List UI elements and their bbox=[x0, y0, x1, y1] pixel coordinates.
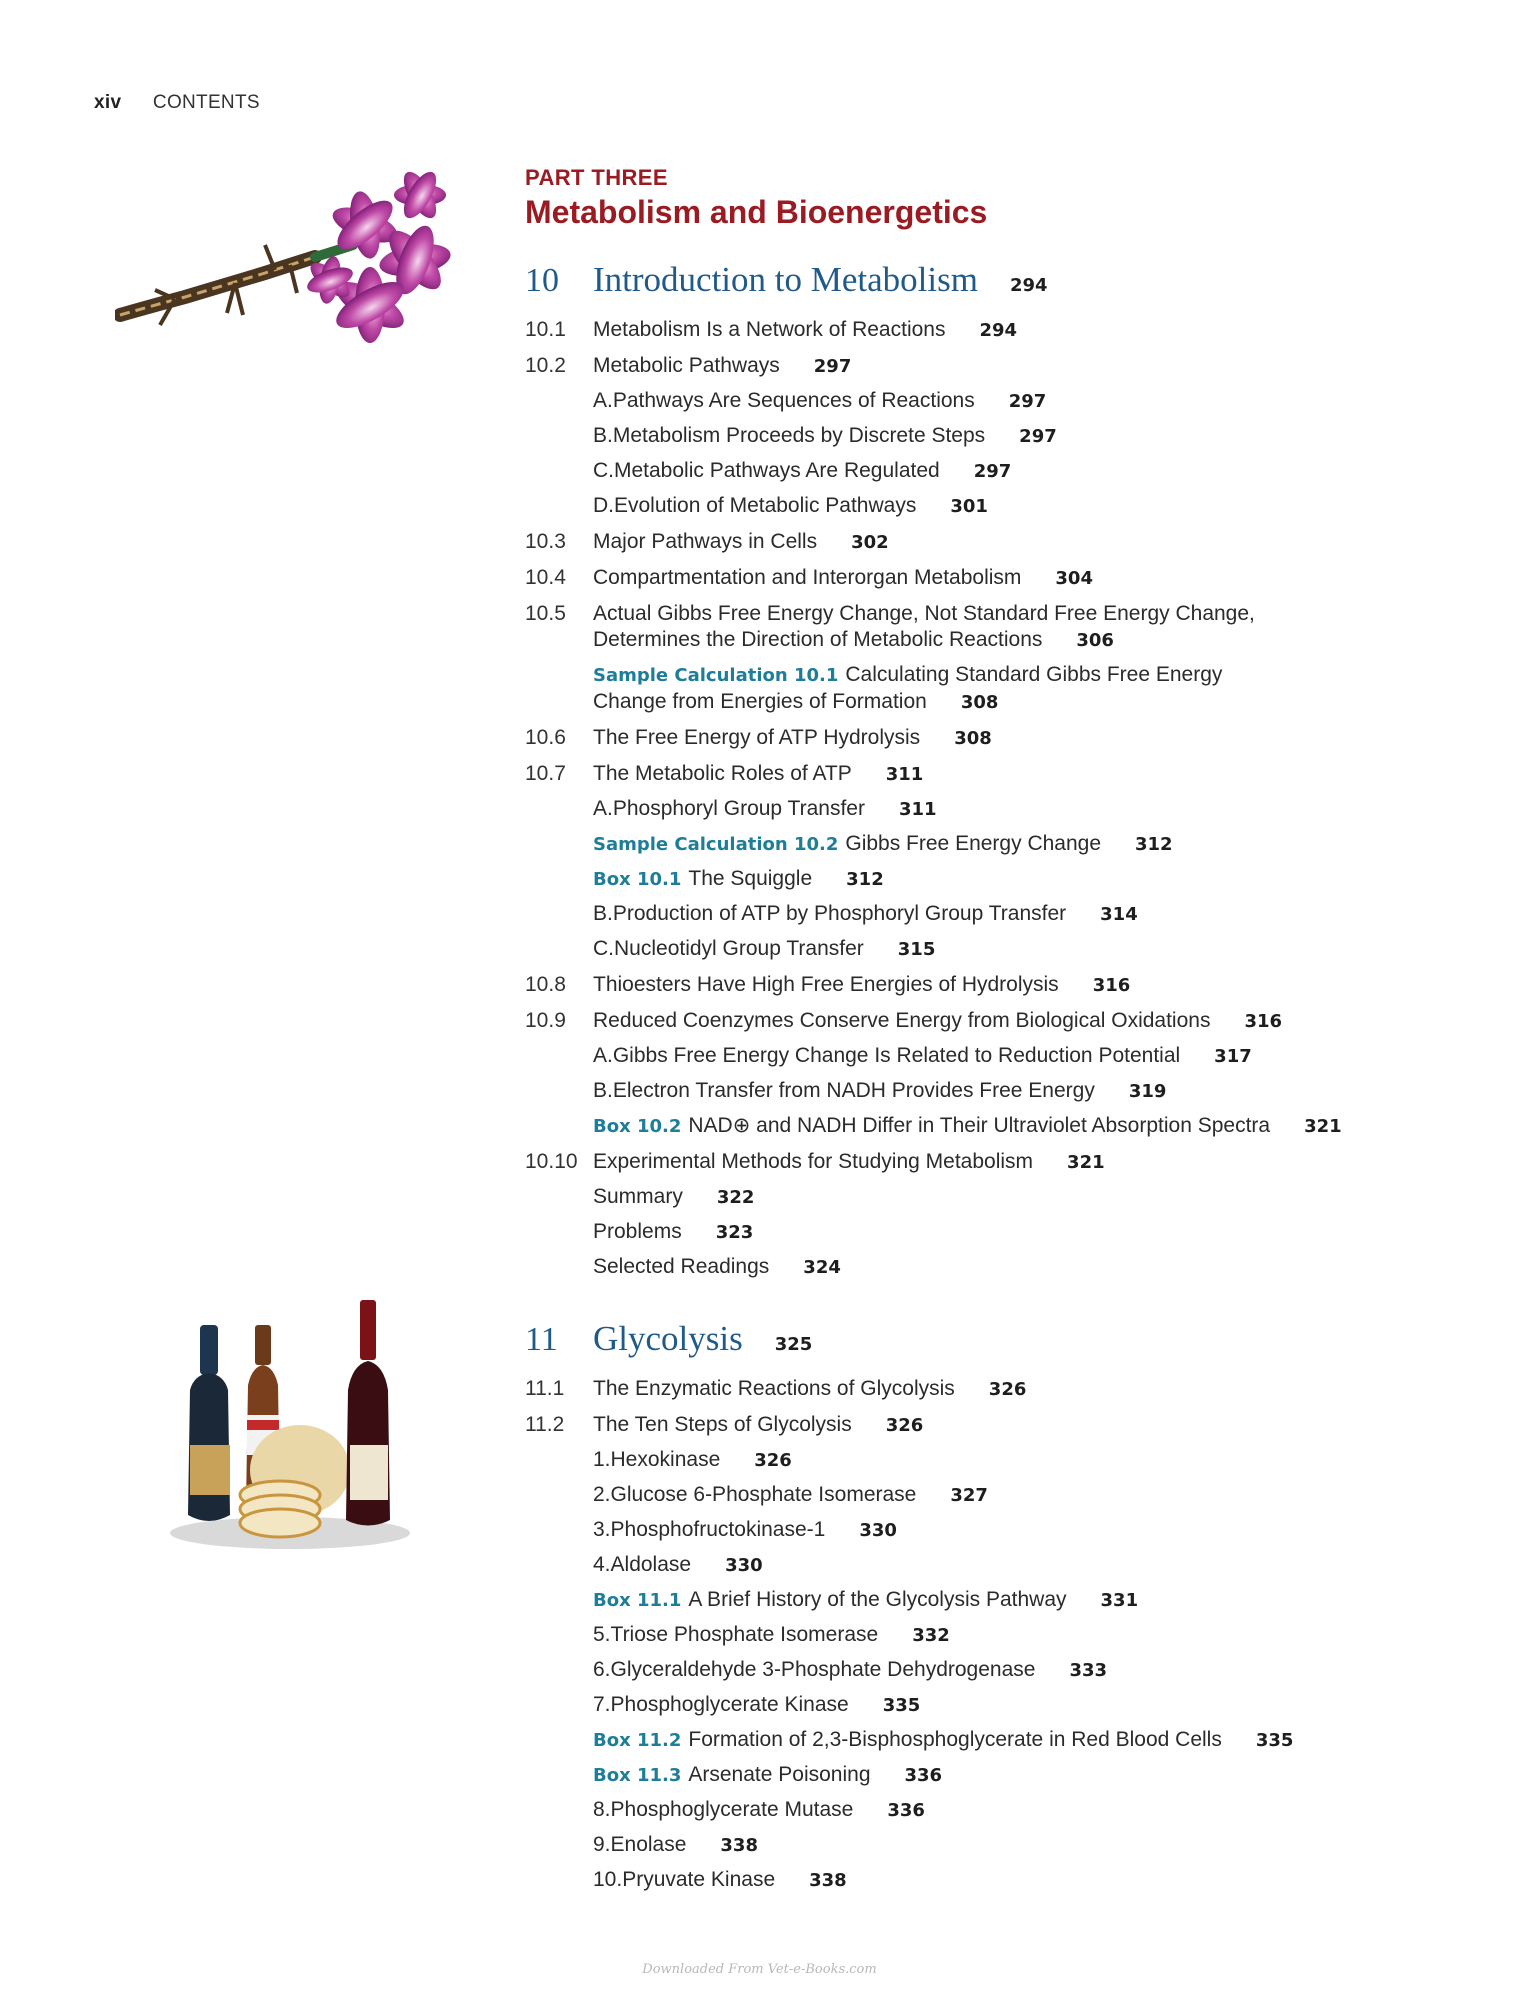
page-ref: 297 bbox=[973, 461, 1012, 482]
subsection-label: 4. bbox=[593, 1553, 611, 1576]
chapter-title: Glycolysis bbox=[593, 1319, 743, 1358]
toc-subentry[interactable] bbox=[525, 1727, 1425, 1754]
section-number: 11.1 bbox=[525, 1377, 565, 1400]
entry-title: Thioesters Have High Free Energies of Hydrolysis bbox=[593, 973, 1059, 996]
page-ref: 312 bbox=[846, 869, 884, 890]
toc-subentry[interactable] bbox=[525, 866, 1425, 893]
chapter-10 bbox=[525, 260, 1425, 1281]
subsection-label: B. bbox=[593, 424, 613, 447]
box-tag: Box 10.2 bbox=[593, 1116, 682, 1137]
toc-subentry[interactable] bbox=[525, 1797, 1425, 1824]
subsection-label: A. bbox=[593, 1044, 613, 1067]
subsection-label: C. bbox=[593, 459, 614, 482]
toc-subentry[interactable] bbox=[525, 796, 1425, 823]
toc-subentry[interactable] bbox=[525, 388, 1425, 415]
toc-subentry[interactable] bbox=[525, 1482, 1425, 1509]
chapter-heading[interactable] bbox=[525, 1319, 1425, 1367]
toc-subentry[interactable] bbox=[525, 1832, 1425, 1859]
running-head bbox=[94, 92, 260, 114]
page-ref: 321 bbox=[1067, 1152, 1105, 1173]
subsection-label: 3. bbox=[593, 1518, 611, 1541]
page-ref: 336 bbox=[887, 1800, 925, 1821]
box-tag: Sample Calculation 10.2 bbox=[593, 834, 839, 855]
subsection-label: B. bbox=[593, 902, 613, 925]
toc-subentry[interactable] bbox=[525, 1254, 1425, 1281]
entry-title: Compartmentation and Interorgan Metabolism bbox=[593, 566, 1022, 589]
page-ref: 306 bbox=[1076, 630, 1114, 651]
section-number: 10.5 bbox=[525, 602, 566, 625]
toc-subentry[interactable] bbox=[525, 936, 1425, 963]
entry-title: Summary bbox=[593, 1185, 683, 1208]
entry-title: Enolase bbox=[610, 1833, 687, 1856]
page-ref: 297 bbox=[813, 356, 852, 377]
page-ref: 335 bbox=[1255, 1730, 1294, 1751]
page-ref: 302 bbox=[851, 532, 889, 553]
toc-subentry[interactable] bbox=[525, 1622, 1425, 1649]
part-label: PART THREE bbox=[525, 165, 668, 190]
entry-title: Metabolic Pathways Are Regulated bbox=[614, 459, 940, 482]
section-number: 10.3 bbox=[525, 530, 566, 553]
entry-title: Triose Phosphate Isomerase bbox=[610, 1623, 879, 1646]
toc-subentry[interactable] bbox=[525, 1587, 1425, 1614]
page-ref: 338 bbox=[720, 1835, 758, 1856]
entry-title: Phosphoglycerate Mutase bbox=[610, 1798, 854, 1821]
toc-subentry[interactable] bbox=[525, 493, 1425, 520]
toc-subentry[interactable] bbox=[525, 1219, 1425, 1246]
entry-title: Production of ATP by Phosphoryl Group Transfer bbox=[612, 902, 1067, 925]
watermark: Downloaded From Vet-e-Books.com bbox=[642, 1962, 877, 1977]
entry-title: Formation of 2,3-Bisphosphoglycerate in Red Blood Cells bbox=[688, 1728, 1222, 1751]
entry-title: Metabolic Pathways bbox=[593, 354, 780, 377]
subsection-label: 5. bbox=[593, 1623, 611, 1646]
subsection-label: 6. bbox=[593, 1658, 611, 1681]
box-tag: Box 11.2 bbox=[593, 1730, 682, 1751]
page-ref: 314 bbox=[1100, 904, 1138, 925]
page-ref: 332 bbox=[912, 1625, 950, 1646]
page-ref: 319 bbox=[1128, 1081, 1167, 1102]
page-ref: 311 bbox=[898, 799, 937, 820]
entry-title: Phosphoglycerate Kinase bbox=[610, 1693, 849, 1716]
toc-subentry[interactable] bbox=[525, 1447, 1425, 1474]
page-ref: 330 bbox=[859, 1520, 897, 1541]
chapter-heading[interactable] bbox=[525, 260, 1425, 308]
page-ref: 327 bbox=[950, 1485, 988, 1506]
section-number: 10.7 bbox=[525, 762, 566, 785]
page-ref: 325 bbox=[774, 1334, 813, 1355]
toc-subentry[interactable] bbox=[525, 1184, 1425, 1211]
subsection-label: B. bbox=[593, 1079, 613, 1102]
page-ref: 297 bbox=[1019, 426, 1057, 447]
subsection-label: C. bbox=[593, 937, 614, 960]
section-number: 11.2 bbox=[525, 1413, 565, 1436]
page-ref: 315 bbox=[897, 939, 936, 960]
page-ref: 326 bbox=[885, 1415, 924, 1436]
entry-title: Glucose 6-Phosphate Isomerase bbox=[610, 1483, 917, 1506]
subsection-label: 10. bbox=[593, 1868, 623, 1891]
entry-title: Pryuvate Kinase bbox=[622, 1868, 776, 1891]
entry-title: Gibbs Free Energy Change bbox=[845, 832, 1101, 855]
page-ref: 331 bbox=[1100, 1590, 1139, 1611]
subsection-label: D. bbox=[593, 494, 614, 517]
page-ref: 330 bbox=[725, 1555, 763, 1576]
page-ref: 338 bbox=[809, 1870, 847, 1891]
toc-section[interactable] bbox=[525, 565, 1425, 592]
entry-title: Electron Transfer from NADH Provides Free Energy bbox=[612, 1079, 1095, 1102]
entry-title: The Enzymatic Reactions of Glycolysis bbox=[593, 1377, 955, 1400]
toc-subentry[interactable] bbox=[525, 901, 1425, 928]
entry-title: Metabolism Proceeds by Discrete Steps bbox=[612, 424, 986, 447]
toc-section[interactable] bbox=[525, 1412, 1425, 1439]
page-ref: 308 bbox=[954, 728, 992, 749]
toc-section[interactable] bbox=[525, 972, 1425, 999]
entry-title-continued: Change from Energies of Formation bbox=[593, 690, 927, 713]
subsection-label: 9. bbox=[593, 1833, 611, 1856]
entry-title: The Metabolic Roles of ATP bbox=[593, 762, 852, 785]
subsection-label: A. bbox=[593, 797, 613, 820]
toc-subentry[interactable] bbox=[525, 1867, 1425, 1894]
subsection-label: 7. bbox=[593, 1693, 611, 1716]
chapter-number: 11 bbox=[525, 1321, 558, 1358]
section-number: 10.4 bbox=[525, 566, 566, 589]
box-tag: Box 11.3 bbox=[593, 1765, 682, 1786]
section-number: 10.1 bbox=[525, 318, 566, 341]
subsection-label: 8. bbox=[593, 1798, 611, 1821]
toc-subentry[interactable] bbox=[525, 458, 1425, 485]
page-ref: 301 bbox=[950, 496, 988, 517]
page-ref: 336 bbox=[904, 1765, 943, 1786]
entry-title: Phosphofructokinase-1 bbox=[610, 1518, 826, 1541]
page-ref: 308 bbox=[960, 692, 999, 713]
page-ref: 322 bbox=[716, 1187, 755, 1208]
toc-subentry[interactable] bbox=[525, 423, 1425, 450]
toc-subentry[interactable] bbox=[525, 1552, 1425, 1579]
subsection-label: 1. bbox=[593, 1448, 611, 1471]
section-number: 10.10 bbox=[525, 1150, 578, 1173]
entry-title: Major Pathways in Cells bbox=[593, 530, 818, 553]
toc-section[interactable] bbox=[525, 529, 1425, 556]
page-ref: 326 bbox=[988, 1379, 1027, 1400]
toc-subentry[interactable] bbox=[525, 1762, 1425, 1789]
toc-subentry[interactable] bbox=[525, 1078, 1425, 1105]
entry-title: Selected Readings bbox=[593, 1255, 770, 1278]
toc-subentry[interactable] bbox=[525, 1043, 1425, 1070]
subsection-label: A. bbox=[593, 389, 613, 412]
page-ref: 333 bbox=[1069, 1660, 1108, 1681]
toc-section[interactable] bbox=[525, 725, 1425, 752]
toc-section[interactable] bbox=[525, 601, 1425, 654]
entry-title: A Brief History of the Glycolysis Pathway bbox=[688, 1588, 1067, 1611]
toc-section[interactable] bbox=[525, 317, 1425, 344]
entry-title: Pathways Are Sequences of Reactions bbox=[612, 389, 975, 412]
page-ref: 312 bbox=[1135, 834, 1173, 855]
box-tag: Sample Calculation 10.1 bbox=[593, 665, 839, 686]
toc-subentry[interactable] bbox=[525, 1517, 1425, 1544]
entry-title: Reduced Coenzymes Conserve Energy from Biological Oxidations bbox=[593, 1009, 1211, 1032]
page-ref: 316 bbox=[1092, 975, 1131, 996]
entry-title: Calculating Standard Gibbs Free Energy bbox=[845, 663, 1223, 686]
toc-subentry[interactable] bbox=[525, 1692, 1425, 1719]
entry-title: Glyceraldehyde 3-Phosphate Dehydrogenase bbox=[610, 1658, 1036, 1681]
entry-title: Actual Gibbs Free Energy Change, Not Standard Free Energy Change, bbox=[593, 602, 1255, 625]
page-number: xiv bbox=[94, 92, 122, 113]
entry-title: Evolution of Metabolic Pathways bbox=[614, 494, 917, 517]
entry-title: Arsenate Poisoning bbox=[688, 1763, 871, 1786]
page-ref: 321 bbox=[1304, 1116, 1342, 1137]
entry-title: Nucleotidyl Group Transfer bbox=[614, 937, 864, 960]
entry-title: Aldolase bbox=[610, 1553, 692, 1576]
toc-section[interactable] bbox=[525, 353, 1425, 380]
page-ref: 323 bbox=[715, 1222, 754, 1243]
entry-title: The Squiggle bbox=[688, 867, 813, 890]
page-ref: 316 bbox=[1244, 1011, 1283, 1032]
chapter-number: 10 bbox=[525, 262, 559, 299]
section-number: 10.2 bbox=[525, 354, 566, 377]
section-number: 10.8 bbox=[525, 973, 566, 996]
box-tag: Box 11.1 bbox=[593, 1590, 682, 1611]
toc-section[interactable] bbox=[525, 1376, 1425, 1403]
chapter-title: Introduction to Metabolism bbox=[593, 260, 978, 299]
entry-title: The Ten Steps of Glycolysis bbox=[593, 1413, 852, 1436]
entry-title: Problems bbox=[593, 1220, 682, 1243]
entry-title: NAD⊕ and NADH Differ in Their Ultraviolet Absorption Spectra bbox=[688, 1114, 1271, 1137]
running-head-label: CONTENTS bbox=[152, 92, 260, 113]
toc-section[interactable] bbox=[525, 761, 1425, 788]
toc-subentry[interactable] bbox=[525, 831, 1425, 858]
entry-title: Gibbs Free Energy Change Is Related to Reduction Potential bbox=[612, 1044, 1181, 1067]
lizard-lily-illustration bbox=[115, 165, 470, 375]
toc-subentry[interactable] bbox=[525, 1657, 1425, 1684]
entry-title: The Free Energy of ATP Hydrolysis bbox=[593, 726, 921, 749]
toc-subentry[interactable] bbox=[525, 1113, 1425, 1140]
page-ref: 304 bbox=[1055, 568, 1093, 589]
entry-title-continued: Determines the Direction of Metabolic Reactions bbox=[593, 628, 1043, 651]
entry-title: Phosphoryl Group Transfer bbox=[612, 797, 865, 820]
page-ref: 294 bbox=[1009, 275, 1048, 296]
box-tag: Box 10.1 bbox=[593, 869, 682, 890]
page-ref: 311 bbox=[885, 764, 924, 785]
page-ref: 335 bbox=[882, 1695, 921, 1716]
table-of-contents bbox=[525, 165, 1425, 1894]
page-ref: 297 bbox=[1008, 391, 1047, 412]
page-ref: 317 bbox=[1214, 1046, 1252, 1067]
chapter-11 bbox=[525, 1319, 1425, 1894]
entry-title: Experimental Methods for Studying Metabolism bbox=[593, 1150, 1034, 1173]
toc-section[interactable] bbox=[525, 1008, 1425, 1035]
section-number: 10.6 bbox=[525, 726, 566, 749]
toc-section[interactable] bbox=[525, 1149, 1425, 1176]
subsection-label: 2. bbox=[593, 1483, 611, 1506]
entry-title: Metabolism Is a Network of Reactions bbox=[593, 318, 946, 341]
bottles-bread-illustration bbox=[160, 1295, 420, 1555]
toc-subentry[interactable] bbox=[525, 662, 1425, 716]
chapter-list bbox=[525, 260, 1425, 1894]
section-number: 10.9 bbox=[525, 1009, 566, 1032]
page-ref: 294 bbox=[979, 320, 1018, 341]
page-ref: 324 bbox=[803, 1257, 841, 1278]
entry-title: Hexokinase bbox=[610, 1448, 721, 1471]
part-title: Metabolism and Bioenergetics bbox=[525, 194, 988, 230]
page-ref: 326 bbox=[754, 1450, 792, 1471]
